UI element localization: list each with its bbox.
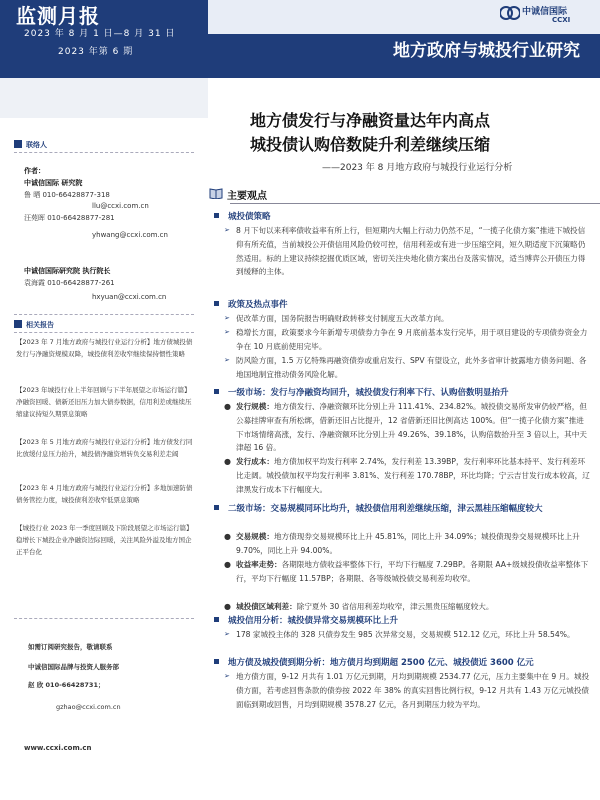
credit-analysis-paragraph: ➢ 178 家城投主体的 328 只债券发生 985 次异常交易，交易规模 512.12 亿元，环比上升 58.54%。	[224, 630, 575, 639]
author-contact: 袁海霞 010-66428877-261	[24, 279, 115, 287]
person-icon	[14, 140, 22, 148]
related-report[interactable]: 【2023 年 7 月地方政府与城投行业运行分析】地方债城投债发行与净融资规模双降，城投债利差收窄继续保持惯性策略	[16, 338, 193, 358]
author-email[interactable]: hxyuan@ccxi.com.cn	[92, 293, 167, 301]
main-title-line2: 城投债认购倍数陡升利差继续压缩	[250, 135, 491, 154]
header-banner	[0, 0, 600, 78]
director-org: 中诚信国际研究院 执行院长	[24, 267, 111, 275]
heading-secondary-market: 二级市场：交易规模同环比均升，城投债信用利差继续压缩，津云黑桂压缩幅度较大	[214, 502, 594, 516]
divider	[14, 152, 194, 153]
yield-trend-point: ● 收益率走势：各期限地方债收益率整体下行，平均下行幅度 7.29BP。各期限 AA+级城投债收益率整体下行，平均下行幅度 11.57BP；各期限、各等级城投债交易利差均收窄。	[224, 560, 589, 583]
author-org: 中诚信国际 研究院	[24, 179, 83, 187]
report-period: 2023 年 8 月 1 日—8 月 31 日	[24, 29, 176, 39]
related-report[interactable]: 【2023 年城投行业上半年回顾与下半年展望之市场运行篇】净融资回暖、债新还旧压力加大债券数据，信用利差或继续压缩建议持短久期票息策略	[16, 386, 192, 418]
website-link[interactable]: www.ccxi.com.cn	[24, 744, 92, 752]
policy-point: ➢ 促改革方面，国务院报告明确财政转移支付制度五大改革方向。	[224, 314, 449, 323]
related-report[interactable]: 【2023 年 4 月地方政府与城投行业运行分析】多地加速防债债务管控力度，城投债利差收窄低票息策略	[16, 484, 193, 504]
section-rule	[230, 203, 600, 204]
author-contact: 汪苑晖 010-66428877-281	[24, 214, 115, 222]
sidebar	[0, 78, 208, 800]
heading-primary-market: 一级市场：发行与净融资均回升，城投债发行利率下行、认购倍数明显抬升	[214, 386, 509, 398]
authors-label: 作者：	[24, 167, 45, 175]
service-contact: 赵 欣 010-66428731；	[28, 681, 105, 689]
ccxi-logo	[500, 2, 590, 28]
divider	[14, 332, 194, 333]
heading-policy: 政策及热点事件	[214, 298, 288, 310]
related-report[interactable]: 【2023 年 5 月地方政府与城投行业运行分析】地方债发行同比放缓付息压力抬升，城投债净融资增转负交易利差走阔	[16, 438, 193, 458]
maturity-analysis-paragraph: ➢ 地方债方面，9-12 月共有 1.01 万亿元到期，月均到期规模 2534.77 亿元，压力主要集中在 9 月。城投债方面，若考虑回售条款的债券按 2022 年 38% 的真实回售比例行权，9-12 月共有 1.43 万亿元城投债面临到期或回售，月均到期规模 3578.27 亿元，各月到期压力较为平均。	[224, 672, 590, 709]
author-email[interactable]: llu@ccxi.com.cn	[92, 202, 149, 210]
key-points-heading: 主要观点	[205, 187, 595, 202]
sidebar-top-band	[0, 78, 208, 118]
issuance-scale-point: ● 发行规模：地方债发行、净融资额环比分别上升 111.41%、234.82%。城投债交易所发审仍较严格，但公募挂牌审查有所松绑，借新还旧占比提升，12 省借新还旧比例高达 100%。但“一揽子化债方案”推进下市场情绪高涨，发行、净融资额环比分别上升 49.26%、39.18%，认购倍数抬升至 3 倍以上，其中天津超 16 倍。	[224, 402, 587, 453]
policy-point: ➢ 防风险方面，1.5 万亿特殊再融资债券或重启发行、SPV 有望设立，此外多省审计披露地方债务问题、各地国地制宜推动债务风险化解。	[224, 356, 587, 379]
regional-spread-point: ● 城投债区域利差：除宁夏外 30 省信用利差均收窄，津云黑贵压缩幅度较大。	[224, 602, 494, 611]
book-icon	[209, 187, 223, 199]
related-heading: 相关报告	[14, 320, 54, 330]
ccxi-logo-icon	[500, 4, 520, 22]
subscribe-note: 如需订阅研究报告，敬请联系	[28, 643, 113, 651]
strategy-paragraph: ➢ 8 月下旬以来利率债收益率有所上行，但短期内大幅上行动力仍然不足，“一揽子化债方案”推进下城投信仰有所充值，当前城投公开债信用风险仍较可控，信用利差或有进一步压缩空间，短久期适度下沉策略仍然适用。标的上建议持续挖掘优质区域，密切关注央地化债方案出台及落实情况，适当博弈公开债压力得到缓释的主体。	[224, 226, 586, 277]
document-icon	[14, 320, 22, 328]
divider	[14, 618, 194, 619]
main-title-line1: 地方债发行与净融资量达年内高点	[250, 111, 491, 130]
logo-name-en: CCXI	[552, 16, 571, 24]
service-dept: 中诚信国际品牌与投资人服务部	[28, 663, 119, 671]
contacts-heading: 联络人	[14, 140, 47, 150]
report-type: 监测月报	[16, 4, 100, 28]
report-category: 地方政府与城投行业研究	[393, 41, 580, 61]
logo-name-cn: 中诚信国际	[522, 7, 568, 17]
divider	[14, 314, 194, 315]
heading-strategy: 城投债策略	[214, 210, 271, 222]
policy-point: ➢ 稳增长方面，政策要求今年新增专项债券力争在 9 月底前基本发行完毕，用于项目建设的专项债券资金力争在 10 月底前使用完毕。	[224, 328, 588, 351]
author-email[interactable]: yhwang@ccxi.com.cn	[92, 231, 168, 239]
issuance-cost-point: ● 发行成本：地方债加权平均发行利率 2.74%，发行利差 13.39BP，发行利率环比基本持平、发行利差环比走阔。城投债加权平均发行利率 3.81%、发行利差 170.78BP，环比均降；宁云吉甘发行成本较高，辽津黑发行成本下行幅度大。	[224, 457, 590, 494]
related-report[interactable]: 【城投行业 2023 年一季度回顾及下阶段展望之市场运行篇】稳增长下城投企业净融资边际回暖，关注风险外溢及地方国企正平台化	[16, 524, 193, 556]
author-contact: 鲁 晒 010-66428877-318	[24, 191, 110, 199]
service-email[interactable]: gzhao@ccxi.com.cn	[56, 703, 121, 711]
trading-volume-point: ● 交易规模：地方债现券交易规模环比上升 45.81%，同比上升 34.09%；城投债现券交易规模环比上升 9.70%，同比上升 94.00%。	[224, 532, 580, 555]
main-subtitle: ——2023 年 8 月地方政府与城投行业运行分析	[322, 163, 513, 173]
heading-maturity-analysis: 地方债及城投债到期分析：地方债月均到期超 2500 亿元、城投债近 3600 亿元	[214, 656, 534, 668]
report-issue: 2023 年第 6 期	[58, 47, 134, 57]
heading-credit-analysis: 城投信用分析：城投债异常交易规模环比上升	[214, 614, 398, 626]
